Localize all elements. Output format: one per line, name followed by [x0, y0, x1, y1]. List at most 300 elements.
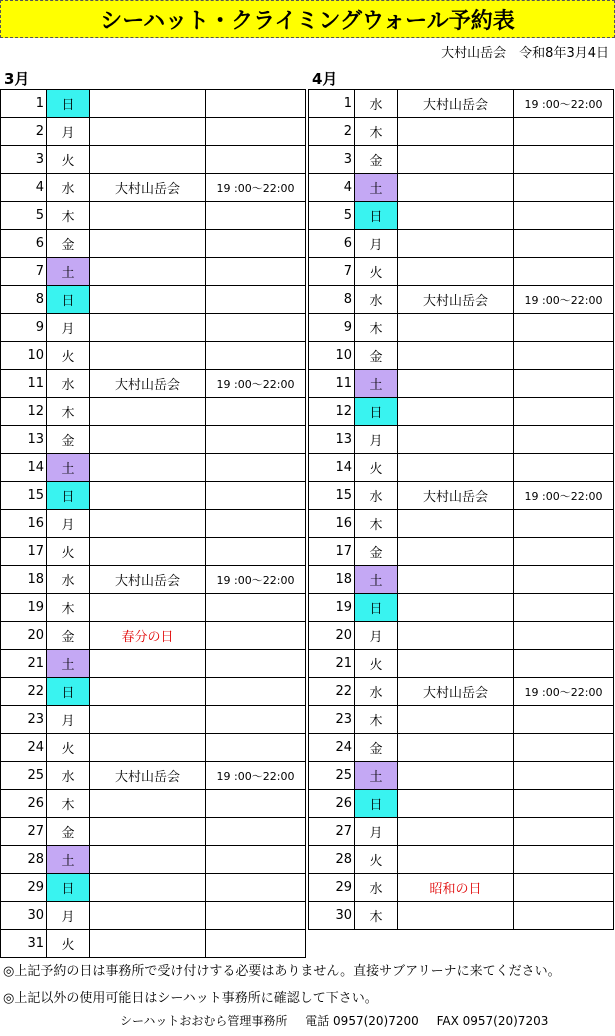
reservation-group [90, 846, 206, 874]
reservation-group [90, 398, 206, 426]
reservation-time [206, 902, 306, 930]
weekday: 金 [355, 538, 398, 566]
reservation-time: 19 :00〜22:00 [514, 482, 614, 510]
table-row [309, 846, 614, 874]
weekday: 水 [355, 286, 398, 314]
table-row [309, 706, 614, 734]
weekday: 日 [47, 874, 90, 902]
reservation-time [514, 454, 614, 482]
weekday: 日 [355, 202, 398, 230]
weekday: 金 [355, 342, 398, 370]
reservation-time [514, 202, 614, 230]
day-number: 17 [309, 538, 355, 566]
table-row [309, 902, 614, 930]
reservation-group: 大村山岳会 [90, 762, 206, 790]
reservation-time [206, 230, 306, 258]
day-number: 3 [1, 146, 47, 174]
day-number: 30 [1, 902, 47, 930]
weekday: 日 [47, 678, 90, 706]
reservation-group [90, 678, 206, 706]
reservation-time [514, 594, 614, 622]
day-number: 7 [309, 258, 355, 286]
table-row [1, 146, 306, 174]
table-row [1, 202, 306, 230]
reservation-time [514, 314, 614, 342]
weekday: 月 [355, 818, 398, 846]
reservation-time [206, 454, 306, 482]
table-row [309, 174, 614, 202]
table-row [309, 734, 614, 762]
day-number: 18 [309, 566, 355, 594]
table-row [1, 734, 306, 762]
day-number: 8 [1, 286, 47, 314]
reservation-group [90, 90, 206, 118]
reservation-group [398, 538, 514, 566]
table-row [309, 566, 614, 594]
table-row [1, 174, 306, 202]
weekday: 水 [355, 874, 398, 902]
day-number: 14 [309, 454, 355, 482]
reservation-time [206, 650, 306, 678]
weekday: 月 [355, 426, 398, 454]
table-row [309, 650, 614, 678]
reservation-time [514, 510, 614, 538]
day-number: 20 [309, 622, 355, 650]
weekday: 金 [47, 426, 90, 454]
day-number: 26 [309, 790, 355, 818]
reservation-time: 19 :00〜22:00 [206, 370, 306, 398]
reservation-time [206, 930, 306, 958]
footer-contact [120, 1012, 548, 1029]
month-label-march: 3月 [4, 70, 30, 88]
reservation-time [206, 790, 306, 818]
reservation-group [90, 706, 206, 734]
reservation-time [206, 538, 306, 566]
weekday: 月 [47, 314, 90, 342]
table-row [309, 790, 614, 818]
weekday: 火 [355, 650, 398, 678]
table-row [309, 510, 614, 538]
weekday: 火 [47, 146, 90, 174]
day-number: 5 [1, 202, 47, 230]
day-number: 7 [1, 258, 47, 286]
weekday: 火 [355, 258, 398, 286]
reservation-group [90, 258, 206, 286]
note-line: ◎上記以外の使用可能日はシーハット事務所に確認して下さい。 [3, 991, 378, 1006]
day-number: 6 [309, 230, 355, 258]
weekday: 水 [47, 566, 90, 594]
day-number: 27 [1, 818, 47, 846]
table-row [309, 426, 614, 454]
reservation-time [514, 846, 614, 874]
reservation-time [514, 874, 614, 902]
day-number: 29 [309, 874, 355, 902]
weekday: 土 [47, 258, 90, 286]
weekday: 水 [47, 174, 90, 202]
march-calendar-table [0, 89, 306, 958]
table-row [309, 342, 614, 370]
reservation-time [206, 510, 306, 538]
table-row [1, 650, 306, 678]
reservation-group [90, 342, 206, 370]
table-row [309, 202, 614, 230]
reservation-time: 19 :00〜22:00 [514, 286, 614, 314]
weekday: 金 [47, 622, 90, 650]
reservation-group [90, 454, 206, 482]
reservation-time [206, 202, 306, 230]
weekday: 水 [355, 482, 398, 510]
reservation-time: 19 :00〜22:00 [206, 566, 306, 594]
weekday: 土 [47, 846, 90, 874]
table-row [1, 930, 306, 958]
table-row [1, 454, 306, 482]
reservation-group: 大村山岳会 [90, 174, 206, 202]
day-number: 31 [1, 930, 47, 958]
reservation-group [90, 790, 206, 818]
weekday: 木 [47, 398, 90, 426]
day-number: 10 [309, 342, 355, 370]
reservation-time [206, 622, 306, 650]
day-number: 15 [309, 482, 355, 510]
weekday: 土 [47, 650, 90, 678]
day-number: 27 [309, 818, 355, 846]
day-number: 18 [1, 566, 47, 594]
day-number: 11 [1, 370, 47, 398]
reservation-group [398, 706, 514, 734]
weekday: 木 [355, 118, 398, 146]
day-number: 11 [309, 370, 355, 398]
table-row [309, 90, 614, 118]
reservation-group [90, 146, 206, 174]
table-row [309, 314, 614, 342]
day-number: 12 [1, 398, 47, 426]
reservation-time [514, 902, 614, 930]
reservation-group [90, 734, 206, 762]
day-number: 25 [309, 762, 355, 790]
reservation-group [398, 342, 514, 370]
reservation-group [398, 790, 514, 818]
reservation-group [398, 118, 514, 146]
reservation-time [206, 706, 306, 734]
weekday: 水 [47, 762, 90, 790]
reservation-time [206, 146, 306, 174]
day-number: 3 [309, 146, 355, 174]
table-row [309, 678, 614, 706]
day-number: 24 [309, 734, 355, 762]
reservation-time: 19 :00〜22:00 [514, 90, 614, 118]
reservation-time [514, 230, 614, 258]
weekday: 月 [355, 622, 398, 650]
day-number: 2 [1, 118, 47, 146]
reservation-group [398, 146, 514, 174]
reservation-time [206, 874, 306, 902]
reservation-group [398, 902, 514, 930]
weekday: 水 [355, 90, 398, 118]
weekday: 日 [47, 90, 90, 118]
reservation-group [398, 734, 514, 762]
weekday: 木 [355, 314, 398, 342]
reservation-group [90, 482, 206, 510]
reservation-time [206, 258, 306, 286]
reservation-group [90, 930, 206, 958]
weekday: 木 [47, 594, 90, 622]
note-line: ◎上記予約の日は事務所で受け付けする必要はありません。直接サブアリーナに来てください。 [3, 964, 561, 979]
day-number: 1 [1, 90, 47, 118]
table-row [1, 846, 306, 874]
reservation-group [398, 622, 514, 650]
day-number: 14 [1, 454, 47, 482]
reservation-time [206, 314, 306, 342]
reservation-time [514, 538, 614, 566]
reservation-time [206, 286, 306, 314]
page-title [0, 0, 615, 38]
weekday: 火 [47, 734, 90, 762]
table-row [309, 454, 614, 482]
reservation-time: 19 :00〜22:00 [206, 174, 306, 202]
weekday: 金 [355, 734, 398, 762]
day-number: 8 [309, 286, 355, 314]
day-number: 21 [1, 650, 47, 678]
weekday: 木 [47, 202, 90, 230]
title-text: シーハット・クライミングウォール予約表 [100, 8, 515, 34]
day-number: 9 [309, 314, 355, 342]
reservation-time [514, 342, 614, 370]
holiday-name: 春分の日 [90, 622, 206, 650]
reservation-time [514, 370, 614, 398]
weekday: 日 [47, 482, 90, 510]
day-number: 21 [309, 650, 355, 678]
reservation-time [206, 734, 306, 762]
table-row [1, 370, 306, 398]
weekday: 木 [355, 902, 398, 930]
day-number: 6 [1, 230, 47, 258]
footer-fax: FAX 0957(20)7203 [436, 1014, 549, 1028]
table-row [309, 622, 614, 650]
day-number: 26 [1, 790, 47, 818]
table-row [1, 510, 306, 538]
table-row [309, 370, 614, 398]
reservation-time [514, 566, 614, 594]
reservation-group [90, 902, 206, 930]
day-number: 23 [309, 706, 355, 734]
day-number: 5 [309, 202, 355, 230]
day-number: 12 [309, 398, 355, 426]
day-number: 22 [1, 678, 47, 706]
table-row [1, 818, 306, 846]
issuer-date: 大村山岳会 令和8年3月4日 [441, 46, 609, 61]
table-row [309, 230, 614, 258]
reservation-group [398, 230, 514, 258]
weekday: 月 [47, 902, 90, 930]
weekday: 土 [355, 762, 398, 790]
weekday: 水 [355, 678, 398, 706]
day-number: 28 [1, 846, 47, 874]
weekday: 日 [355, 790, 398, 818]
day-number: 25 [1, 762, 47, 790]
table-row [1, 482, 306, 510]
reservation-group [90, 650, 206, 678]
reservation-time [514, 818, 614, 846]
reservation-group [90, 314, 206, 342]
day-number: 19 [1, 594, 47, 622]
reservation-group [398, 174, 514, 202]
table-row [309, 482, 614, 510]
reservation-time [206, 426, 306, 454]
weekday: 日 [47, 286, 90, 314]
reservation-group [90, 118, 206, 146]
reservation-time [206, 846, 306, 874]
weekday: 月 [47, 510, 90, 538]
weekday: 火 [47, 930, 90, 958]
table-row [309, 874, 614, 902]
reservation-time [514, 734, 614, 762]
weekday: 月 [47, 706, 90, 734]
weekday: 月 [355, 230, 398, 258]
table-row [1, 902, 306, 930]
table-row [1, 286, 306, 314]
reservation-group [90, 818, 206, 846]
reservation-group [90, 202, 206, 230]
reservation-group [398, 846, 514, 874]
reservation-group [398, 314, 514, 342]
table-row [1, 538, 306, 566]
april-calendar-table [308, 89, 614, 930]
weekday: 木 [355, 706, 398, 734]
table-row [309, 258, 614, 286]
table-row [309, 762, 614, 790]
table-row [1, 342, 306, 370]
weekday: 水 [47, 370, 90, 398]
table-row [1, 678, 306, 706]
footer-phone: 電話 0957(20)7200 [305, 1014, 419, 1028]
day-number: 28 [309, 846, 355, 874]
reservation-time [206, 342, 306, 370]
weekday: 金 [47, 818, 90, 846]
reservation-time [514, 398, 614, 426]
footer-office: シーハットおおむら管理事務所 [120, 1014, 288, 1028]
day-number: 16 [309, 510, 355, 538]
reservation-group [398, 202, 514, 230]
day-number: 23 [1, 706, 47, 734]
reservation-group: 大村山岳会 [398, 90, 514, 118]
reservation-time [514, 650, 614, 678]
reservation-time [514, 174, 614, 202]
day-number: 13 [1, 426, 47, 454]
reservation-time [206, 118, 306, 146]
reservation-group: 大村山岳会 [90, 566, 206, 594]
weekday: 金 [355, 146, 398, 174]
table-row [1, 594, 306, 622]
holiday-name: 昭和の日 [398, 874, 514, 902]
table-row [1, 118, 306, 146]
day-number: 4 [309, 174, 355, 202]
reservation-time [514, 118, 614, 146]
reservation-group [90, 538, 206, 566]
day-number: 15 [1, 482, 47, 510]
reservation-group [398, 566, 514, 594]
table-row [309, 146, 614, 174]
day-number: 24 [1, 734, 47, 762]
day-number: 13 [309, 426, 355, 454]
reservation-time [206, 818, 306, 846]
table-row [1, 762, 306, 790]
weekday: 土 [47, 454, 90, 482]
day-number: 16 [1, 510, 47, 538]
reservation-time [206, 398, 306, 426]
notes [3, 958, 561, 1012]
day-number: 17 [1, 538, 47, 566]
reservation-time [514, 258, 614, 286]
weekday: 木 [47, 790, 90, 818]
weekday: 土 [355, 174, 398, 202]
day-number: 19 [309, 594, 355, 622]
table-row [1, 874, 306, 902]
reservation-group [90, 426, 206, 454]
reservation-group [398, 454, 514, 482]
reservation-time [514, 622, 614, 650]
day-number: 2 [309, 118, 355, 146]
reservation-group [90, 874, 206, 902]
table-row [309, 538, 614, 566]
reservation-time [514, 762, 614, 790]
reservation-time [514, 426, 614, 454]
day-number: 1 [309, 90, 355, 118]
table-row [309, 286, 614, 314]
day-number: 9 [1, 314, 47, 342]
weekday: 金 [47, 230, 90, 258]
weekday: 月 [47, 118, 90, 146]
weekday: 火 [47, 342, 90, 370]
table-row [309, 118, 614, 146]
table-row [1, 90, 306, 118]
table-row [309, 594, 614, 622]
reservation-group [90, 286, 206, 314]
reservation-group: 大村山岳会 [398, 482, 514, 510]
reservation-group [398, 818, 514, 846]
reservation-group [398, 398, 514, 426]
reservation-group [398, 258, 514, 286]
reservation-time: 19 :00〜22:00 [206, 762, 306, 790]
reservation-group [90, 594, 206, 622]
reservation-time [206, 482, 306, 510]
weekday: 日 [355, 594, 398, 622]
weekday: 火 [355, 454, 398, 482]
reservation-group [398, 762, 514, 790]
reservation-group [398, 594, 514, 622]
table-row [1, 566, 306, 594]
reservation-time [514, 146, 614, 174]
weekday: 火 [47, 538, 90, 566]
reservation-time [514, 790, 614, 818]
reservation-time [514, 706, 614, 734]
reservation-group [90, 230, 206, 258]
table-row [1, 314, 306, 342]
table-row [1, 426, 306, 454]
reservation-time [206, 90, 306, 118]
weekday: 火 [355, 846, 398, 874]
table-row [1, 398, 306, 426]
day-number: 4 [1, 174, 47, 202]
reservation-time: 19 :00〜22:00 [514, 678, 614, 706]
reservation-group: 大村山岳会 [398, 678, 514, 706]
reservation-group [398, 370, 514, 398]
weekday: 土 [355, 370, 398, 398]
table-row [1, 790, 306, 818]
table-row [1, 622, 306, 650]
reservation-time [206, 594, 306, 622]
table-row [1, 230, 306, 258]
reservation-group: 大村山岳会 [90, 370, 206, 398]
